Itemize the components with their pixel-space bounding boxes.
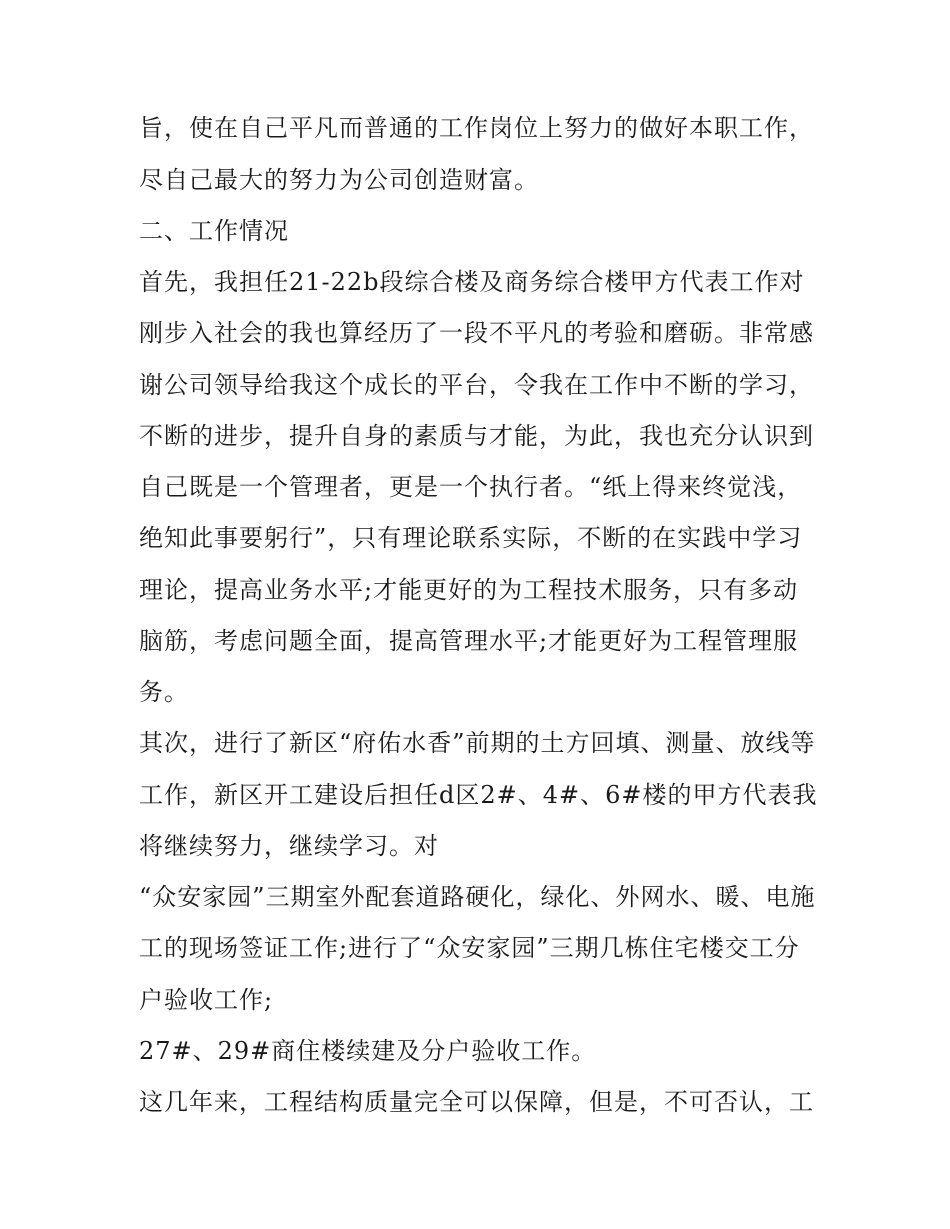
- text-line: 理论，提高业务水平;才能更好的为工程技术服务，只有多动: [139, 576, 799, 604]
- text-line: 绝知此事要躬行”，只有理论联系实际，不断的在实践中学习: [139, 524, 803, 552]
- text-line: 首先，我担任21-22b段综合楼及商务综合楼甲方代表工作对: [139, 268, 805, 296]
- text-line: 27#、29#商住楼续建及分户验收工作。: [139, 1037, 597, 1065]
- text-line: 自己既是一个管理者，更是一个执行者。“纸上得来终觉浅，: [139, 473, 803, 501]
- text-line: 工作，新区开工建设后担任d区2#、4#、6#楼的甲方代表我: [139, 781, 818, 809]
- text-line: 将继续努力，继续学习。对: [139, 832, 439, 860]
- section-heading: 二、工作情况: [139, 217, 289, 245]
- text-line: 谢公司领导给我这个成长的平台，令我在工作中不断的学习，: [139, 371, 814, 399]
- text-line: 脑筋，考虑问题全面，提高管理水平;才能更好为工程管理服: [139, 627, 799, 655]
- text-line: 刚步入社会的我也算经历了一段不平凡的考验和磨砺。非常感: [139, 319, 814, 347]
- text-line: 务。: [139, 678, 189, 706]
- text-line: 不断的进步，提升自身的素质与才能，为此，我也充分认识到: [139, 422, 814, 450]
- text-line: 其次，进行了新区“府佑水香”前期的土方回填、测量、放线等: [139, 729, 816, 757]
- text-line: 户验收工作;: [139, 986, 274, 1014]
- text-line: 工的现场签证工作;进行了“众安家园”三期几栋住宅楼交工分: [139, 934, 800, 962]
- text-line: 这几年来，工程结构质量完全可以保障，但是，不可否认，工: [139, 1088, 814, 1116]
- text-line: 尽自己最大的努力为公司创造财富。: [139, 166, 539, 194]
- text-line: “众安家园”三期室外配套道路硬化，绿化、外网水、暖、电施: [139, 883, 816, 911]
- text-line: 旨，使在自己平凡而普通的工作岗位上努力的做好本职工作，: [139, 114, 814, 142]
